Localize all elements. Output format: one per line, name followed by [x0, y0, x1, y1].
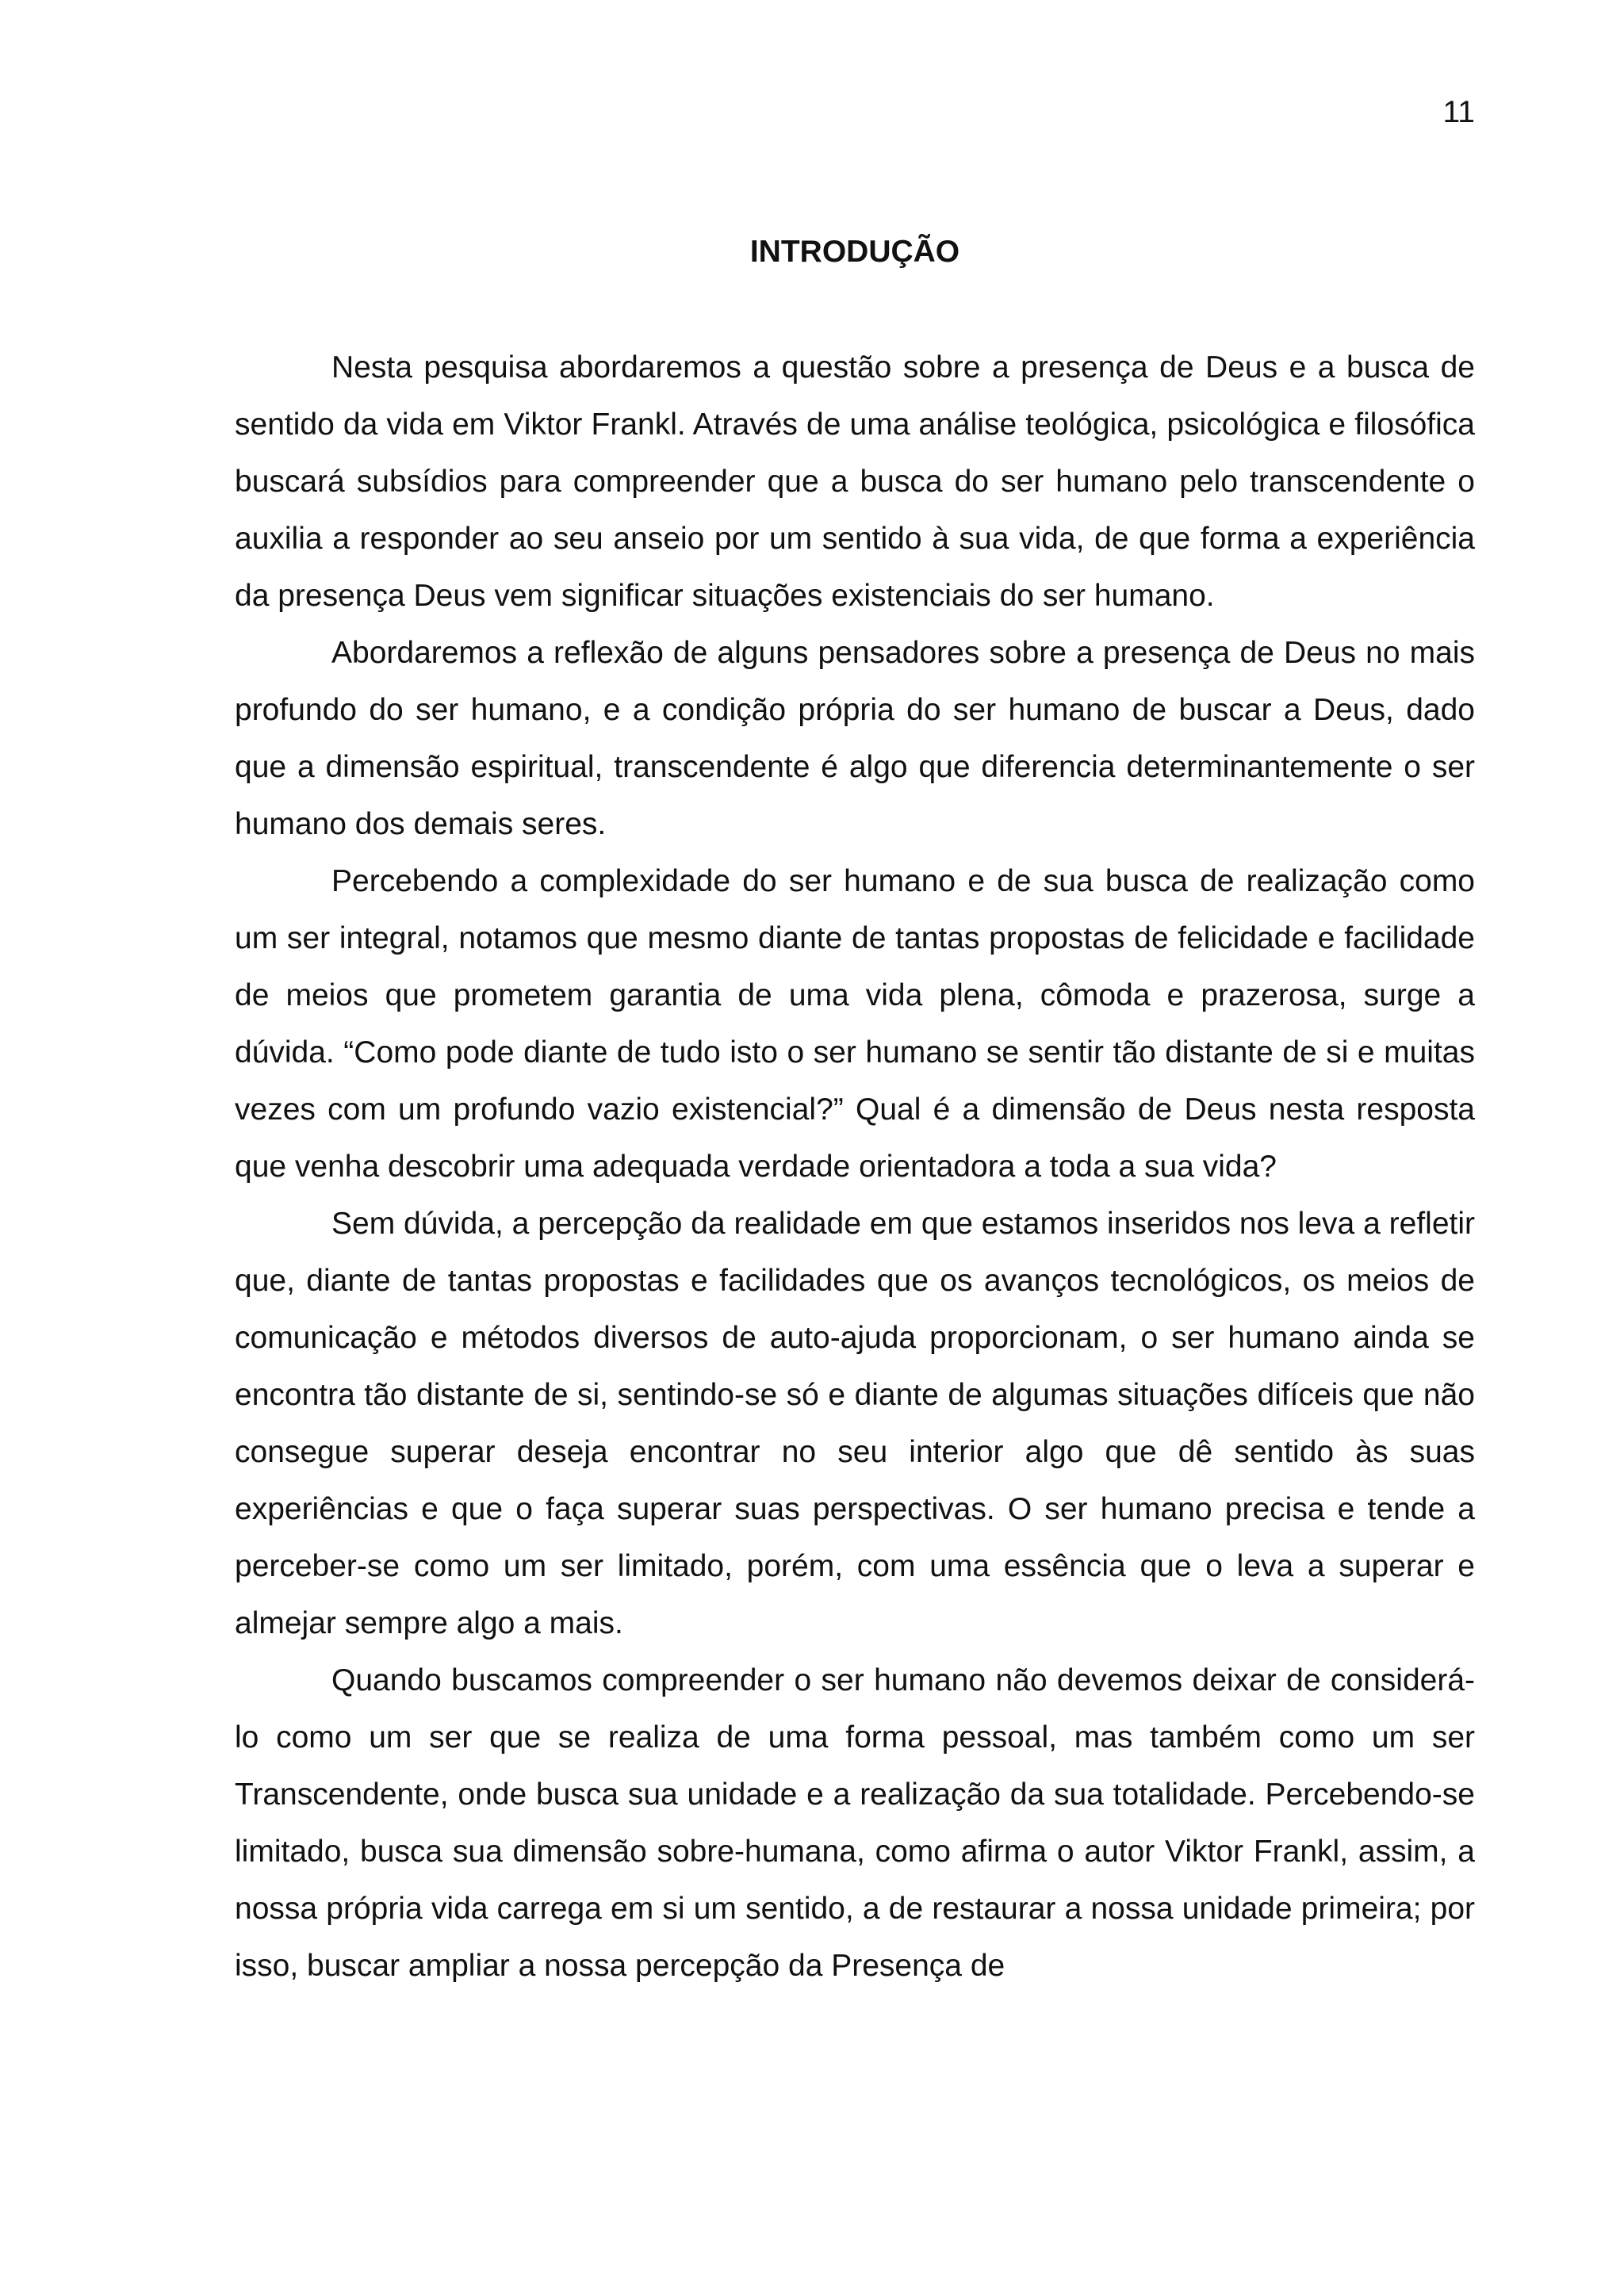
paragraph-4: Sem dúvida, a percepção da realidade em que estamos inseridos nos leva a refletir que, diante de tantas propostas e facilidades que os avanços tecnológicos, os meios de comunicação e métodos diversos de auto-ajuda proporcionam, o ser humano ainda se encontra tão distante de si, sentindo-se só e diante de algumas situações difíceis que não consegue superar deseja encontrar no seu interior algo que dê sentido às suas experiências e que o faça superar suas perspectivas. O ser humano precisa e tende a perceber-se como um ser limitado, porém, com uma essência que o leva a superar e almejar sempre algo a mais.	[235, 1207, 1475, 1640]
body-text	[235, 339, 1475, 1995]
paragraph-3: Percebendo a complexidade do ser humano e de sua busca de realização como um ser integral, notamos que mesmo diante de tantas propostas de felicidade e facilidade de meios que prometem garantia de uma vida plena, cômoda e prazerosa, surge a dúvida. “Como pode diante de tudo isto o ser humano se sentir tão distante de si e muitas vezes com um profundo vazio existencial?” Qual é a dimensão de Deus nesta resposta que venha descobrir uma adequada verdade orientadora a toda a sua vida?	[235, 864, 1475, 1184]
section-title: INTRODUÇÃO	[749, 235, 960, 269]
paragraph-5: Quando buscamos compreender o ser humano não devemos deixar de considerá-lo como um ser que se realiza de uma forma pessoal, mas também como um ser Transcendente, onde busca sua unidade e a realização da sua totalidade. Percebendo-se limitado, busca sua dimensão sobre-humana, como afirma o autor Viktor Frankl, assim, a nossa própria vida carrega em si um sentido, a de restaurar a nossa unidade primeira; por isso, buscar ampliar a nossa percepção da Presença de	[235, 1663, 1475, 1983]
paragraph-1: Nesta pesquisa abordaremos a questão sobre a presença de Deus e a busca de sentido da vida em Viktor Frankl. Através de uma análise teológica, psicológica e filosófica buscará subsídios para compreender que a busca do ser humano pelo transcendente o auxilia a responder ao seu anseio por um sentido à sua vida, de que forma a experiência da presença Deus vem significar situações existenciais do ser humano.	[235, 350, 1475, 613]
page-number: 11	[1442, 95, 1475, 129]
paragraph-2: Abordaremos a reflexão de alguns pensadores sobre a presença de Deus no mais profundo do ser humano, e a condição própria do ser humano de buscar a Deus, dado que a dimensão espiritual, transcendente é algo que diferencia determinantemente o ser humano dos demais seres.	[235, 636, 1475, 841]
